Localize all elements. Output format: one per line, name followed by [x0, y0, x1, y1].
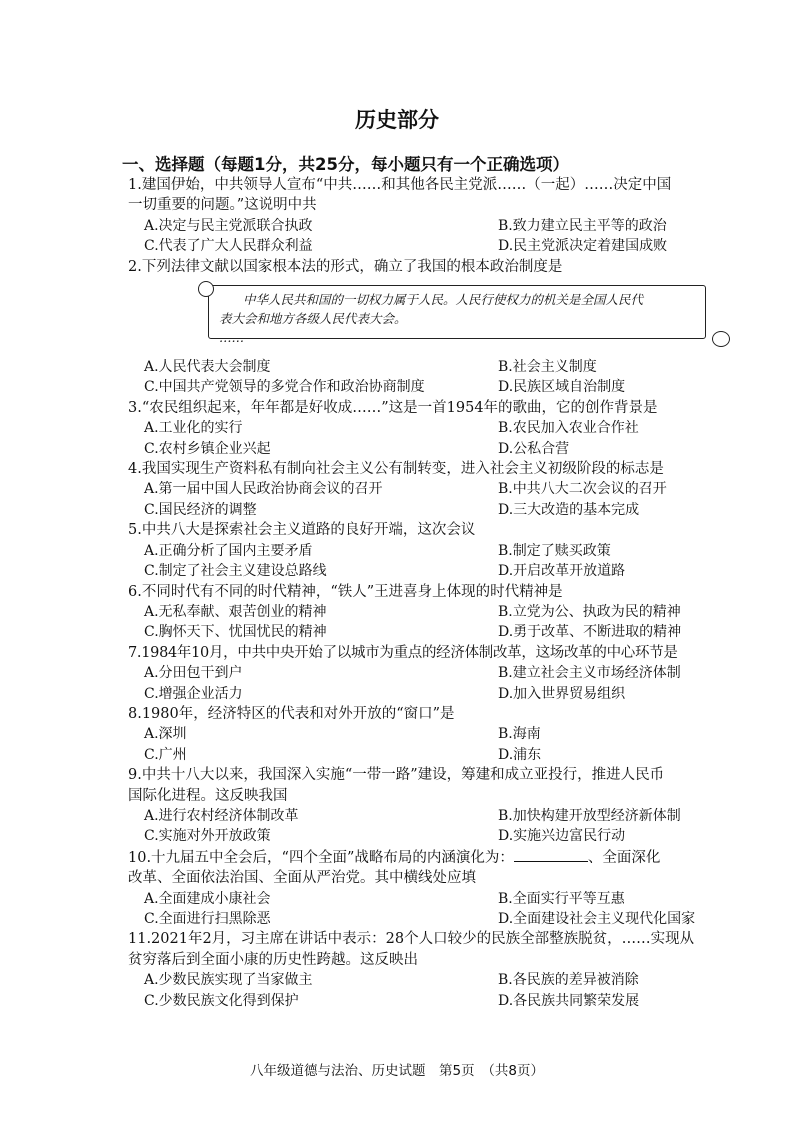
- option-d: D.加入世界贸易组织: [498, 685, 626, 702]
- question-9: [128, 765, 748, 847]
- option-b: B.中共八大二次会议的召开: [498, 481, 667, 498]
- option-a: A.少数民族实现了当家做主: [144, 972, 313, 989]
- question-stem: 6.不同时代有不同的时代精神，“铁人”王进喜身上体现的时代精神是: [128, 583, 563, 600]
- option-c: C.制定了社会主义建设总路线: [144, 563, 327, 580]
- option-d: D.各民族共同繁荣发展: [498, 992, 640, 1009]
- option-a: A.人民代表大会制度: [144, 359, 271, 376]
- question-stem: 改革、全面依法治国、全面从严治党。其中横线处应填: [128, 870, 476, 887]
- option-c: C.实施对外开放政策: [144, 828, 271, 845]
- option-b: B.各民族的差异被消除: [498, 972, 639, 989]
- option-d: D.开启改革开放道路: [498, 563, 626, 580]
- question-stem: 7.1984年10月，中共中央开始了以城市为重点的经济体制改革，这场改革的中心环节是: [128, 644, 678, 661]
- question-6: [128, 582, 748, 643]
- option-a: A.无私奉献、艰苦创业的精神: [144, 603, 327, 620]
- question-stem: 3.“农民组织起来，年年都是好收成……”这是一首1954年的歌曲，它的创作背景是: [128, 399, 658, 416]
- excerpt-line: 中华人民共和国的一切权力属于人民。人民行使权力的机关是全国人民代: [243, 292, 644, 308]
- question-stem: 5.中共八大是探索社会主义道路的良好开端，这次会议: [128, 522, 476, 539]
- option-a: A.分田包干到户: [144, 665, 243, 682]
- option-a: A.第一届中国人民政治协商会议的召开: [144, 481, 383, 498]
- option-a: A.正确分析了国内主要矛盾: [144, 542, 313, 559]
- option-c: C.胸怀天下、忧国忧民的精神: [144, 624, 327, 641]
- question-4: [128, 459, 748, 520]
- option-c: C.全面进行扫黑除恶: [144, 911, 271, 927]
- page-footer: 八年级道德与法治、历史试题 第5页 （共8页）: [250, 1063, 544, 1079]
- scroll-curl-icon: [198, 281, 214, 297]
- page-title: 历史部分: [355, 108, 439, 132]
- option-b: B.制定了赎买政策: [498, 542, 611, 559]
- option-b: B.致力建立民主平等的政治: [498, 217, 667, 234]
- option-a: A.深圳: [144, 726, 187, 743]
- question-2: [128, 257, 748, 398]
- question-stem: [128, 847, 748, 868]
- option-d: D.三大改造的基本完成: [498, 501, 640, 518]
- question-list: [128, 175, 748, 1011]
- stem-text: 10.十九届五中全会后，“四个全面”战略布局的内涵演化为：: [128, 849, 514, 866]
- option-a: A.决定与民主党派联合执政: [144, 217, 313, 234]
- question-7: [128, 643, 748, 704]
- option-c: C.农村乡镇企业兴起: [144, 440, 271, 457]
- option-b: B.农民加入农业合作社: [498, 420, 639, 437]
- option-b: B.社会主义制度: [498, 359, 597, 376]
- option-d: D.民族区域自治制度: [498, 379, 626, 396]
- option-a: A.全面建成小康社会: [144, 890, 271, 907]
- excerpt-line: ……: [219, 330, 244, 346]
- option-d: D.公私合营: [498, 440, 570, 457]
- scroll-curl-icon: [712, 331, 730, 347]
- option-c: C.国民经济的调整: [144, 501, 257, 518]
- option-b: B.加快构建开放型经济新体制: [498, 807, 681, 824]
- option-b: B.建立社会主义市场经济体制: [498, 665, 681, 682]
- option-d: D.民主党派决定着建国成败: [498, 238, 668, 255]
- option-c: C.广州: [144, 746, 187, 763]
- question-stem: 国际化进程。这反映我国: [128, 787, 288, 804]
- option-d: D.勇于改革、不断进取的精神: [498, 624, 682, 641]
- excerpt-line: 表大会和地方各级人民代表大会。: [219, 311, 407, 327]
- option-b: B.全面实行平等互惠: [498, 890, 625, 907]
- option-c: C.中国共产党领导的多党合作和政治协商制度: [144, 379, 425, 396]
- question-stem: 贫穷落后到全面小康的历史性跨越。这反映出: [128, 951, 418, 968]
- question-8: [128, 704, 748, 765]
- question-stem: 9.中共十八大以来，我国深入实施“一带一路”建设，筹建和成立亚投行，推进人民币: [128, 767, 665, 784]
- question-stem: 2.下列法律文献以国家根本法的形式，确立了我国的根本政治制度是: [128, 258, 563, 275]
- question-stem: 8.1980年，经济特区的代表和对外开放的“窗口”是: [128, 705, 455, 722]
- question-1: [128, 175, 748, 257]
- law-excerpt: [208, 285, 706, 346]
- question-3: [128, 398, 748, 459]
- answer-blank: [514, 847, 588, 862]
- option-d: D.浦东: [498, 746, 542, 763]
- option-c: C.代表了广大人民群众利益: [144, 238, 313, 255]
- question-stem: 4.我国实现生产资料私有制向社会主义公有制转变，进入社会主义初级阶段的标志是: [128, 461, 664, 478]
- option-c: C.少数民族文化得到保护: [144, 992, 299, 1009]
- option-b: B.海南: [498, 726, 541, 743]
- option-c: C.增强企业活力: [144, 685, 243, 702]
- question-stem: 一切重要的问题。”这说明中共: [128, 197, 317, 214]
- option-a: A.工业化的实行: [144, 420, 243, 437]
- question-11: [128, 929, 748, 1011]
- option-b: B.立党为公、执政为民的精神: [498, 603, 681, 620]
- law-excerpt-scroll: [198, 281, 730, 351]
- question-stem: 11.2021年2月，习主席在讲话中表示：28个人口较少的民族全部整族脱贫，……实现从: [128, 931, 695, 948]
- question-stem: 1.建国伊始，中共领导人宣布“中共……和其他各民主党派……（一起）……决定中国: [128, 177, 672, 193]
- option-d: D.实施兴边富民行动: [498, 828, 626, 845]
- option-d: D.全面建设社会主义现代化国家: [498, 911, 696, 927]
- option-a: A.进行农村经济体制改革: [144, 807, 299, 824]
- stem-text: 、全面深化: [587, 849, 661, 866]
- question-5: [128, 520, 748, 581]
- question-10: [128, 847, 748, 930]
- section-heading: 一、选择题（每题1分，共25分，每小题只有一个正确选项）: [122, 155, 569, 174]
